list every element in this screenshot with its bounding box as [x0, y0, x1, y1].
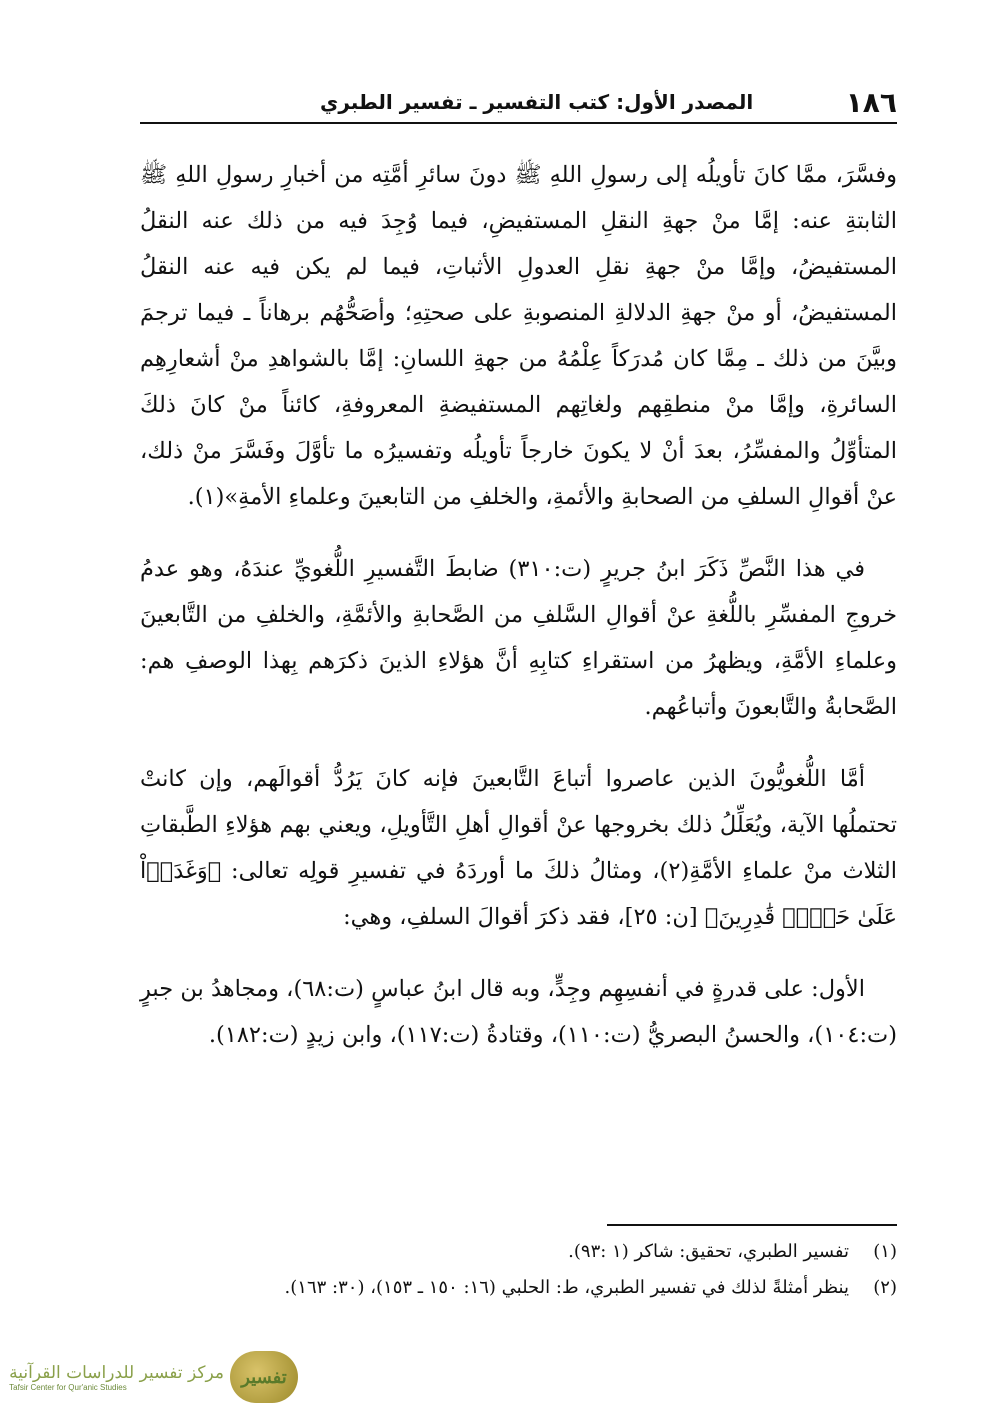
logo-text — [9, 1363, 224, 1392]
logo-english-text: Tafsir Center for Qur'anic Studies — [9, 1382, 127, 1392]
footnote-text: ينظر أمثلةً لذلك في تفسير الطبري، ط: الحلبي (١٦: ١٥٠ ـ ١٥٣)، (٣٠: ١٦٣). — [284, 1277, 849, 1298]
page-number: ١٨٦ — [845, 85, 897, 119]
footnotes — [140, 1234, 897, 1306]
footnote-text: تفسير الطبري، تحقيق: شاكر (١ :٩٣). — [568, 1241, 849, 1262]
paragraph-linguists: أمَّا اللُّغويُّونَ الذين عاصروا أتباعَ التَّابعينَ فإنه كانَ يَرُدُّ أقوالَهم، وإن كانتْ تحتملُها الآية، ويُعَلِّلُ ذلك بخروجها عنْ أقوالِ أهلِ التَّأويلِ، ويعني بهم هؤلاءِ الطَّبقاتِ الثلاث منْ علماءِ الأمَّةِ(٢)، ومثالُ ذلكَ ما أوردَهُ في تفسيرِ قولِه تعالى: ﴿وَغَدَوۡاْ عَلَىٰ حَرۡدٖ قَٰدِرِينَ﴾ [ن: ٢٥]، فقد ذكرَ أقوالَ السلفِ، وهي: — [140, 766, 897, 930]
paragraph-first-opinion: الأول: على قدرةٍ في أنفسِهِم وجِدٍّ، وبه قال ابنُ عباسٍ (ت:٦٨)، ومجاهدُ بن جبرٍ (ت:١٠٤)، والحسنُ البصريُّ (ت:١١٠)، وقتادةُ (ت:١١٧)، وابن زيدٍ (ت:١٨٢). — [140, 976, 897, 1048]
paragraph-quote: وفسَّرَ، ممَّا كانَ تأويلُه إلى رسولِ اللهِ ﷺ دونَ سائرِ أمَّتِه من أخبارِ رسولِ اللهِ ﷺ الثابتةِ عنه: إمَّا منْ جهةِ النقلِ المستفيضِ، فيما وُجِدَ فيه من ذلك عنه النقلُ المستفيضُ، وإمَّا منْ جهةِ نقلِ العدولِ الأثباتِ، فيما لم يكن فيه عنه النقلُ المستفيضُ، أو منْ جهةِ الدلالةِ المنصوبةِ على صحتِهِ؛ وأصَحُّهُم برهاناً ـ فيما ترجمَ وبيَّنَ من ذلك ـ مِمَّا كان مُدرَكاً عِلْمُهُ من جهةِ اللسانِ: إمَّا بالشواهدِ منْ أشعارِهِم السائرةِ، وإمَّا منْ منطقِهم ولغاتِهم المستفيضةِ المعروفةِ، كائناً منْ كانَ ذلكَ المتأوِّلُ والمفسِّرُ، بعدَ أنْ لا يكونَ خارجاً تأويلُه وتفسيرُه ما تأوَّلَ وفَسَّرَ منْ ذلك، عنْ أقوالِ السلفِ من الصحابةِ والأئمةِ، والخلفِ من التابعينَ وعلماءِ الأمةِ»(١). — [140, 162, 897, 510]
body-text — [140, 152, 897, 1058]
footnote-number: (٢) — [873, 1277, 897, 1298]
footnote-number: (١) — [873, 1241, 897, 1262]
footnote — [140, 1234, 897, 1270]
footnote — [140, 1270, 897, 1306]
running-title: المصدر الأول: كتب التفسير ـ تفسير الطبري — [320, 90, 754, 114]
logo-mark-text: تفسير — [241, 1366, 287, 1388]
paragraph-commentary: في هذا النَّصِّ ذَكَرَ ابنُ جريرٍ (ت:٣١٠) ضابطَ التَّفسيرِ اللُّغويِّ عندَهُ، وهو عدمُ خروجِ المفسِّرِ باللُّغةِ عنْ أقوالِ السَّلفِ من الصَّحابةِ والأئمَّةِ، والخلفِ من التَّابعينَ وعلماءِ الأمَّةِ، ويظهرُ من استقراءِ كتابِهِ أنَّ هؤلاءِ الذينَ ذكرَهم بِهذا الوصفِ هم: الصَّحابةُ والتَّابعونَ وأتباعُهم. — [140, 556, 898, 720]
logo-arabic-text: مركز تفسير للدراسات القرآنية — [9, 1362, 224, 1383]
header-rule — [140, 122, 897, 124]
page-header — [140, 84, 897, 120]
tafsir-logo-icon — [230, 1351, 298, 1403]
tafsir-center-logo — [8, 1346, 298, 1408]
footnote-rule — [607, 1224, 897, 1226]
